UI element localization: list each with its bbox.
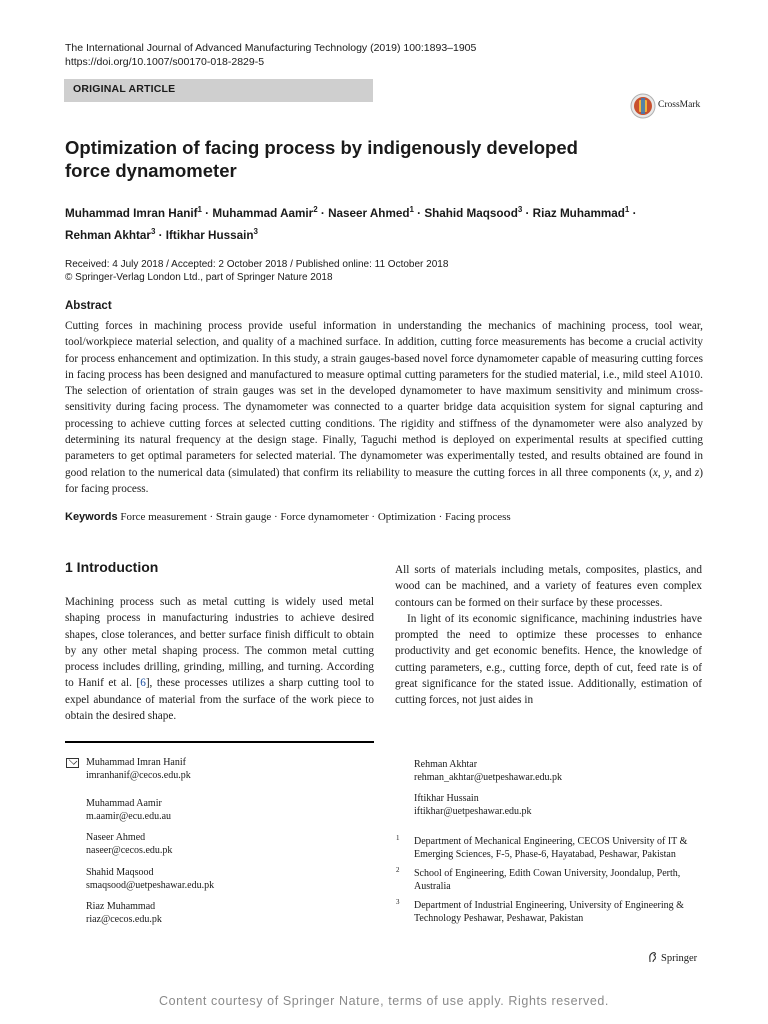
copyright-notice: © Springer-Verlag London Ltd., part of Springer Nature 2018 [65, 272, 333, 283]
abstract-body [65, 318, 703, 497]
author-affiliation-mark: 3 [150, 226, 156, 236]
contact-name: Rehman Akhtar [414, 759, 478, 770]
journal-citation: The International Journal of Advanced Manufacturing Technology (2019) 100:1893–1905 [65, 42, 477, 54]
intro-paragraph: In light of its economic significance, machining industries have prompted the need to optimize these processes to enhance productivity and get economic benefits. Hence, the knowledge of cutting parameters, e.g., cutting force, depth of cut, feed rate is of great significance for the stated issue. Additionally, estimation of cutting forces, not just aides in [395, 612, 702, 707]
courtesy-notice: Content courtesy of Springer Nature, terms of use apply. Rights reserved. [158, 994, 609, 1008]
author-name[interactable]: Muhammad Aamir [212, 206, 314, 220]
contact-name: Naseer Ahmed [86, 832, 146, 843]
abstract-var-y: y [664, 466, 670, 479]
springer-wordmark: Springer [661, 953, 698, 964]
author-affiliation-mark: 1 [197, 205, 202, 214]
doi-link[interactable]: https://doi.org/10.1007/s00170-018-2829-5 [65, 56, 265, 68]
author-name[interactable]: Rehman Akhtar [65, 228, 151, 242]
intro-paragraph: All sorts of materials including metals, composites, plastics, and wood can be machined, and a variety of features even complex contours can be formed on their surface by these processes. [395, 564, 702, 609]
intro-text: Machining process such as metal cutting is widely used metal shaping process in manufacturing industries to achieve desired shapes, close tolerances, and better surface finish difficult to obtain by any other metal shaping process. The common metal cutting process includes drilling, grinding, milling, and turning. According to Hanif et al. [ [65, 596, 374, 690]
abstract-separator: , and [669, 466, 695, 479]
contact-name: Muhammad Aamir [86, 798, 162, 809]
crossmark-icon [630, 93, 656, 119]
contact-email[interactable]: smaqsood@uetpeshawar.edu.pk [86, 879, 215, 891]
springer-logo [648, 951, 697, 964]
affiliation-text: Department of Industrial Engineering, University of Engineering & Technology Peshawar, Peshawar, Pakistan [414, 900, 684, 924]
affiliation-text: Department of Mechanical Engineering, CECOS University of IT & Emerging Sciences, F-5, Phase-6, Hayatabad, Peshawar, Pakistan [414, 836, 688, 860]
title-line-1: Optimization of facing process by indigenously developed [65, 137, 578, 158]
contact-email[interactable]: iftikhar@uetpeshawar.edu.pk [414, 805, 532, 817]
contact-email[interactable]: riaz@cecos.edu.pk [86, 913, 162, 925]
crossmark-label: CrossMark [658, 100, 701, 110]
abstract-text: Cutting forces in machining process provide useful information in understanding the mechanics of machining process, tool wear, tool/workpiece material selection, and quality of a machined surface. In addition, cutting force measurements has become a crucial activity for process enhancement and optimization. In this study, a strain gauges-based novel force dynamometer capable of measuring cutting forces in facing process has been designed and manufactured to measure optimal cutting parameters for the studied material, i.e., mild steel A1010. The selection of orientation of strain gauges was set in the developed dynamometer to have maximum sensitivity and minimum cross-sensitivity during facing process. The dynamometer was connected to a quarter bridge data acquisition system for signal capturing and processing to achieve cutting forces at selected cutting conditions. The rigidity and stiffness of the dynamometer were also analyzed by determining its natural frequency at the design stage. Finally, Taguchi method is deployed on experimental results at specified cutting parameters to get optimal parameters for selected material. The dynamometer was experimentally tested, and results obtained are found in good relation to the numerical data (simulated) that confirm its reliability to measure the cutting forces in all three components ( [65, 320, 703, 479]
affiliation-text: School of Engineering, Edith Cowan University, Joondalup, Perth, Australia [414, 868, 681, 892]
publication-dates: Received: 4 July 2018 / Accepted: 2 October 2018 / Published online: 11 October 2018 [65, 259, 449, 270]
author-affiliation-mark: 1 [409, 205, 414, 214]
abstract-text-end: ) for facing process. [65, 466, 704, 495]
abstract-var-z: z [694, 466, 700, 479]
contact-email[interactable]: naseer@cecos.edu.pk [86, 844, 173, 856]
keywords-text: Force measurement · Strain gauge · Force dynamometer · Optimization · Facing process [120, 511, 511, 523]
springer-horse-icon [648, 951, 658, 963]
author-name[interactable]: Riaz Muhammad [532, 206, 625, 220]
affiliation-number: 3 [396, 898, 400, 906]
abstract-var-x: x [652, 466, 658, 479]
intro-text: ], these processes utilizes a sharp cutting tool to expel abundance of material from the surface of the work piece to obtain the desired shape. [65, 677, 374, 723]
author-name[interactable]: Shahid Maqsood [424, 206, 518, 220]
contact-name: Shahid Maqsood [86, 867, 154, 878]
citation-link[interactable]: 6 [140, 677, 146, 690]
contact-name: Riaz Muhammad [86, 901, 156, 912]
contact-email[interactable]: imranhanif@cecos.edu.pk [86, 769, 191, 781]
affiliation-number: 1 [396, 834, 400, 842]
affiliation-number: 2 [396, 866, 400, 874]
crossmark-badge[interactable] [630, 93, 710, 121]
envelope-icon [66, 758, 79, 768]
paper-title [65, 136, 625, 182]
contact-entry [86, 757, 191, 782]
author-affiliation-mark: 3 [253, 226, 258, 236]
title-line-2: force dynamometer [65, 160, 237, 181]
contact-name: Iftikhar Hussain [414, 793, 479, 804]
author-list: Muhammad Imran Hanif$^1$ · Muhammad Aamir$^2$ · Naseer Ahmed$^1$ · Shahid Maqsood$^3$ · Riaz Muhammad$^1$ · Rehman Akhtar$^3$ · Iftikhar Hussain$^3$ [65, 205, 637, 242]
keywords-label: Keywords [65, 511, 118, 523]
keywords [65, 511, 511, 523]
author-name[interactable]: Naseer Ahmed [328, 206, 410, 220]
contact-entry [86, 867, 214, 892]
section-heading: 1 Introduction [65, 559, 159, 575]
footnote-divider [65, 741, 374, 743]
contact-email[interactable]: m.aamir@ecu.edu.au [86, 810, 172, 822]
contact-entry [86, 798, 171, 823]
author-affiliation-mark: 3 [517, 205, 523, 214]
intro-column-right [395, 562, 702, 709]
article-type-label: ORIGINAL ARTICLE [73, 83, 176, 95]
article-type-bar [64, 79, 373, 102]
contact-email[interactable]: rehman_akhtar@uetpeshawar.edu.pk [414, 771, 563, 783]
abstract-heading: Abstract [65, 300, 112, 312]
author-affiliation-mark: 2 [313, 205, 318, 214]
contact-entry [86, 832, 172, 857]
contact-name: Muhammad Imran Hanif [86, 757, 186, 768]
intro-column-left [65, 594, 374, 724]
contact-entry [414, 759, 562, 784]
contact-entry [86, 901, 162, 926]
abstract-separator: , [657, 466, 665, 479]
contact-entry [414, 793, 532, 818]
author-name[interactable]: Muhammad Imran Hanif [65, 206, 198, 220]
author-affiliation-mark: 1 [624, 205, 630, 214]
author-name[interactable]: Iftikhar Hussain [165, 228, 254, 242]
